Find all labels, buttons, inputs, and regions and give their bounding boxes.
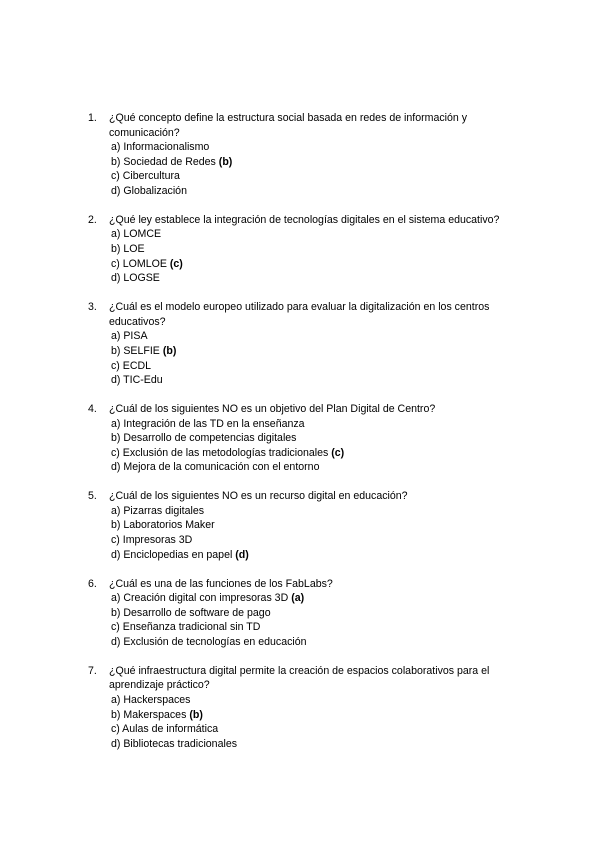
option-text: c) LOMLOE	[111, 257, 167, 270]
option-text: a) LOMCE	[111, 228, 162, 241]
question-text: ¿Cuál de los siguientes NO es un recurso digital en educación?	[109, 490, 408, 503]
question-item	[88, 213, 528, 286]
question-number: 3.	[88, 301, 97, 314]
answer-mark: (b)	[162, 344, 177, 357]
option-item	[111, 620, 528, 635]
question-item	[88, 489, 528, 562]
option-text: b) LOE	[111, 243, 145, 256]
option-text: b) Sociedad de Redes	[111, 155, 216, 168]
question-number: 6.	[88, 577, 97, 590]
option-list	[109, 329, 528, 387]
option-item	[111, 460, 528, 475]
option-text: c) ECDL	[111, 359, 152, 372]
question-number: 4.	[88, 402, 97, 415]
option-item	[111, 504, 528, 519]
answer-mark: (c)	[331, 446, 345, 459]
option-text: a) Pizarras digitales	[111, 504, 205, 517]
question-number: 5.	[88, 490, 97, 503]
option-item	[111, 533, 528, 548]
question-number: 2.	[88, 213, 97, 226]
option-item	[111, 184, 528, 199]
option-text: d) Bibliotecas tradicionales	[111, 737, 238, 750]
answer-mark: (c)	[169, 257, 183, 270]
question-item	[88, 402, 528, 475]
question-text: ¿Qué concepto define la estructura social basada en redes de información y comunicación?	[109, 112, 468, 139]
option-text: b) Laboratorios Maker	[111, 519, 215, 532]
option-item	[111, 373, 528, 388]
question-text: ¿Cuál es una de las funciones de los FabLabs?	[109, 577, 333, 590]
option-text: c) Exclusión de las metodologías tradicionales	[111, 446, 329, 459]
option-text: b) Desarrollo de software de pago	[111, 606, 271, 619]
question-item	[88, 664, 528, 752]
option-item	[111, 431, 528, 446]
option-item	[111, 359, 528, 374]
question-item	[88, 111, 528, 199]
option-text: a) Informacionalismo	[111, 141, 210, 154]
option-text: d) Enciclopedias en papel	[111, 548, 233, 561]
option-item	[111, 548, 528, 563]
option-text: c) Enseñanza tradicional sin TD	[111, 621, 261, 634]
option-item	[111, 708, 528, 723]
option-item	[111, 635, 528, 650]
option-list	[109, 504, 528, 562]
option-text: b) SELFIE	[111, 344, 160, 357]
option-item	[111, 446, 528, 461]
option-item	[111, 242, 528, 257]
option-item	[111, 722, 528, 737]
option-text: d) Globalización	[111, 184, 187, 197]
option-text: a) Hackerspaces	[111, 693, 191, 706]
option-item	[111, 737, 528, 752]
question-item	[88, 577, 528, 650]
question-text: ¿Qué infraestructura digital permite la creación de espacios colaborativos para el aprendizaje práctico?	[109, 664, 490, 692]
question-text: ¿Qué ley establece la integración de tecnologías digitales en el sistema educativo?	[109, 213, 500, 226]
option-text: a) PISA	[111, 330, 148, 343]
option-item	[111, 693, 528, 708]
option-item	[111, 271, 528, 286]
option-text: b) Desarrollo de competencias digitales	[111, 432, 297, 445]
option-item	[111, 155, 528, 170]
option-text: c) Aulas de informática	[111, 723, 219, 736]
option-item	[111, 417, 528, 432]
option-item	[111, 591, 528, 606]
option-item	[111, 169, 528, 184]
question-item	[88, 300, 528, 388]
option-text: a) Integración de las TD en la enseñanza	[111, 417, 305, 430]
answer-mark: (b)	[189, 708, 203, 721]
option-text: d) TIC-Edu	[111, 374, 163, 387]
answer-mark: (d)	[235, 548, 249, 561]
option-list	[109, 591, 528, 649]
option-text: c) Cibercultura	[111, 170, 180, 183]
option-list	[109, 417, 528, 475]
question-text: ¿Cuál de los siguientes NO es un objetivo del Plan Digital de Centro?	[109, 402, 436, 415]
answer-mark: (a)	[291, 592, 305, 605]
question-text: ¿Cuál es el modelo europeo utilizado para evaluar la digitalización en los centros educativos?	[109, 301, 490, 328]
option-item	[111, 140, 528, 155]
option-text: c) Impresoras 3D	[111, 534, 193, 547]
option-text: d) LOGSE	[111, 272, 160, 285]
question-number: 1.	[88, 112, 97, 124]
option-list	[109, 227, 528, 285]
option-text: a) Creación digital con impresoras 3D	[111, 592, 289, 605]
option-item	[111, 257, 528, 272]
option-item	[111, 227, 528, 242]
question-number: 7.	[88, 664, 97, 677]
option-text: d) Exclusión de tecnologías en educación	[111, 635, 307, 648]
question-list	[88, 111, 528, 766]
option-list	[109, 140, 528, 198]
answer-mark: (b)	[218, 155, 233, 168]
option-item	[111, 329, 528, 344]
option-item	[111, 606, 528, 621]
option-item	[111, 344, 528, 359]
option-text: d) Mejora de la comunicación con el entorno	[111, 461, 320, 474]
option-text: b) Makerspaces	[111, 708, 187, 721]
option-item	[111, 518, 528, 533]
option-list	[109, 693, 528, 751]
